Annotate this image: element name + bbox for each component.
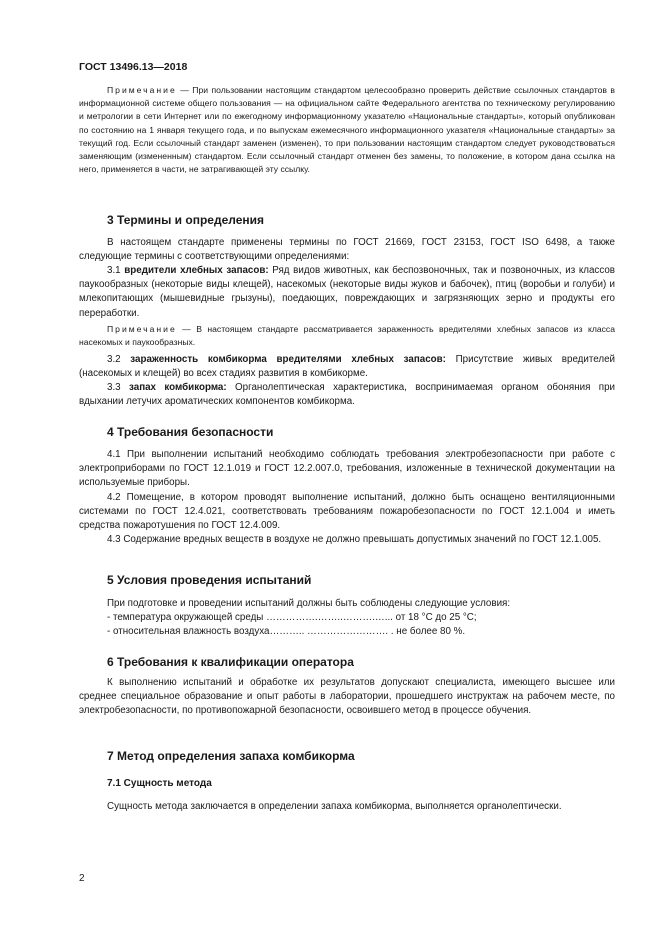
intro-note — [79, 84, 615, 176]
section-5-title: 5 Условия проведения испытаний — [107, 573, 312, 587]
section-3-intro — [79, 236, 615, 264]
section-3-note-label: Примечание — [107, 324, 177, 334]
section-6-body — [79, 676, 615, 719]
term-3-1-term: вредители хлебных запасов: — [124, 265, 269, 276]
section-7-1-title: 7.1 Сущность метода — [107, 778, 212, 789]
section-4-para-3: 4.3 Содержание вредных веществ в воздухе не должно превышать допустимых значений по ГОСТ 12.1.005. — [107, 534, 602, 546]
note-text: — При пользовании настоящим стандартом целесообразно проверить действие ссылочных стандартов в информационной системе общего пользования — на официальном сайте Федерального агентства по техническому регулированию и метрологии в сети Интернет или по ежегодному информационному указателю «Национальные стандарты», который опубликован по состоянию на 1 января текущего года, и по выпускам ежемесячного информационного указателя «Национальные стандарты» за текущий год. Если ссылочный стандарт заменен (изменен), то при пользовании настоящим стандартом следует руководствоваться заменяющим (измененным) стандартом. Если ссылочный стандарт отменен без замены, то положение, в котором дана ссылка на него, применяется в части, не затрагивающей эту ссылку. — [79, 85, 615, 175]
section-4-para-2: 4.2 Помещение, в котором проводят выполнение испытаний, должно быть оснащено вентиляционными системами по ГОСТ 12.4.021, соответствовать требованиям пожаробезопасности по ГОСТ 12.1.004 и иметь средства пожаротушения по ГОСТ 12.4.009. — [79, 491, 615, 532]
note-label: Примечание — [107, 85, 177, 95]
section-5-body — [79, 597, 615, 640]
document-header: ГОСТ 13496.13—2018 — [79, 61, 188, 73]
section-3-note-text: — В настоящем стандарте рассматривается зараженность вредителями хлебных запасов из класса насекомых и паукообразных. — [79, 324, 615, 348]
term-3-2-number: 3.2 — [107, 354, 131, 365]
section-6-para-1: К выполнению испытаний и обработке их результатов допускают специалиста, имеющего высшее или среднее специальное образование и опыт работы в лаборатории, прошедшего инструктаж на рабочем месте, по электробезопасности, по противопожарной безопасности, освоившего метод в процессе обучения. — [79, 677, 615, 717]
section-4-para-1: 4.1 При выполнении испытаний необходимо соблюдать требования электробезопасности при работе с электроприборами по ГОСТ 12.1.019 и ГОСТ 12.2.007.0, требования, изложенные в технической документации на используемые приборы. — [79, 449, 615, 489]
section-7-title: 7 Метод определения запаха комбикорма — [107, 749, 355, 763]
term-3-2-term: зараженность комбикорма вредителями хлебных запасов: — [130, 354, 446, 365]
term-3-1-number: 3.1 — [107, 265, 125, 276]
section-3-intro-text: В настоящем стандарте применены термины по ГОСТ 21669, ГОСТ 23153, ГОСТ ISO 6498, а также следующие термины с соответствующими определениями: — [79, 237, 615, 263]
section-6-title: 6 Требования к квалификации оператора — [107, 655, 354, 669]
term-3-1-definition: Ряд видов животных, как беспозвоночных, так и позвоночных, из классов паукообразных (некоторые виды клещей), насекомых (некоторые виды жуков и бабочек), птиц (воробьи и голуби) и млекопитающих (мышевидные грызуны), поедающих, повреждающих и загрязняющих зерно и продукты его переработки. — [79, 265, 615, 319]
term-3-2-definition: Присутствие живых вредителей (насекомых и клещей) во всех стадиях развития в комбикорме. — [79, 354, 615, 380]
term-3-2 — [79, 353, 615, 381]
section-3-note — [79, 323, 615, 349]
term-3-3-term: запах комбикорма: — [129, 382, 227, 393]
section-3-title: 3 Термины и определения — [107, 213, 265, 227]
condition-humidity: - относительная влажность воздуха……….. ……………………. . не более 80 %. — [107, 626, 466, 638]
term-3-3-number: 3.3 — [107, 382, 129, 393]
section-4-title: 4 Требования безопасности — [107, 425, 274, 439]
page-number: 2 — [79, 873, 85, 884]
term-3-3 — [79, 381, 615, 409]
term-3-1 — [79, 264, 615, 321]
section-5-intro: При подготовке и проведении испытаний должны быть соблюдены следующие условия: — [107, 598, 511, 609]
condition-temperature: - температура окружающей среды …………….……..……….…... от 18 °С до 25 °С; — [107, 612, 477, 624]
section-7-1-para-1: Сущность метода заключается в определении запаха комбикорма, выполняется органолептически. — [107, 801, 562, 812]
section-7-1-body — [79, 800, 615, 814]
section-4-body — [79, 448, 615, 547]
term-3-3-definition: Органолептическая характеристика, воспринимаемая органом обоняния при вдыхании летучих ароматических компонентов комбикорма. — [79, 382, 615, 408]
